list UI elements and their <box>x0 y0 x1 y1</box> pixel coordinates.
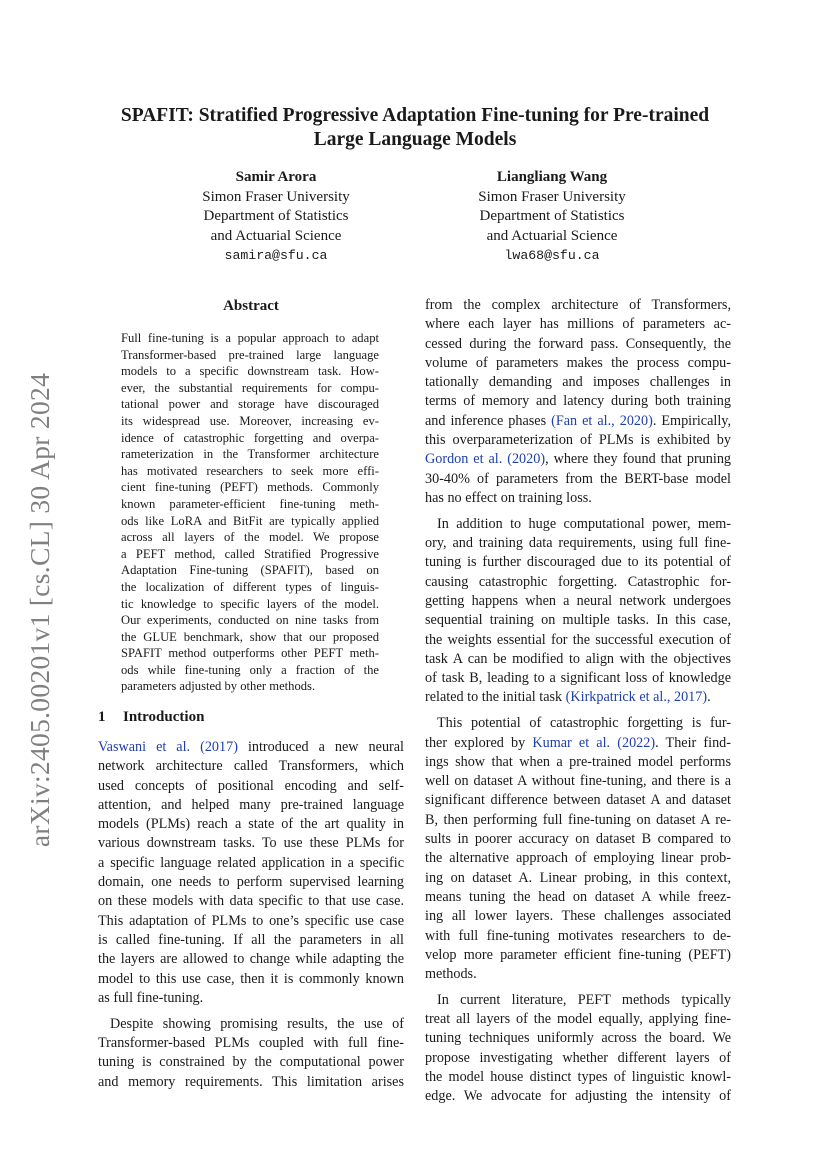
abstract-body <box>121 330 379 695</box>
author-block-2 <box>437 168 667 266</box>
abstract-line: rameterization in the Transformer architecture <box>121 447 379 462</box>
text-fragment: velop more parameter efficient fine-tuning (PEFT) <box>425 946 731 963</box>
text-fragment: the model house distinct types of linguistic knowl- <box>425 1069 731 1086</box>
text-fragment: tationally demanding and imposes challenges in <box>425 374 731 391</box>
text-line <box>98 738 404 757</box>
text-line <box>425 714 731 733</box>
text-fragment: the alternative approach of employing linear prob- <box>425 850 731 867</box>
text-line <box>425 631 731 650</box>
text-line <box>425 1049 731 1068</box>
text-line <box>98 815 404 834</box>
citation-link[interactable]: Vaswani et al. (2017) <box>98 739 238 755</box>
citation-link[interactable]: (Kirkpatrick et al., 2017) <box>565 689 708 706</box>
text-line <box>425 489 731 508</box>
abstract-line: known parameter-efficient fine-tuning meth- <box>121 496 379 511</box>
text-line <box>98 834 404 853</box>
text-fragment: model to this use case, then it is commonly known <box>98 970 404 987</box>
text-line: tuning is constrained by the computational power <box>98 1054 404 1071</box>
abstract-line: across all layers of the model. We propose <box>121 530 379 545</box>
text-line <box>425 1029 731 1048</box>
text-line: Despite showing promising results, the use of <box>110 1015 404 1032</box>
text-fragment: methods. <box>425 966 477 983</box>
text-fragment: where each layer has millions of parameters ac- <box>425 316 731 333</box>
text-line <box>425 373 731 392</box>
text-line <box>98 777 404 796</box>
author-affiliation: Simon Fraser University <box>202 188 350 205</box>
text-line: Transformer-based PLMs coupled with full fine- <box>98 1034 404 1051</box>
text-fragment: sults in poorer accuracy on dataset B compared to <box>425 831 731 848</box>
text-line <box>425 450 731 469</box>
author-name: Liangliang Wang <box>496 169 608 185</box>
author-email: samira@sfu.ca <box>224 248 328 264</box>
text-line <box>425 907 731 926</box>
text-line <box>98 950 404 969</box>
text-line <box>425 1087 731 1106</box>
abstract-line: a PEFT method, called Stratified Progressive <box>121 546 379 561</box>
text-line <box>98 970 404 989</box>
text-line <box>425 392 731 411</box>
text-fragment: ther explored by <box>425 734 533 751</box>
text-fragment: has no effect on training loss. <box>425 489 592 506</box>
text-line <box>425 991 731 1010</box>
text-line <box>425 888 731 907</box>
text-fragment: of task B, leading to a significant loss of knowledge <box>425 670 731 687</box>
text-fragment: means tuning the head on dataset A while freez- <box>425 888 731 905</box>
author-block-1 <box>161 168 391 266</box>
text-fragment: tuning is further discouraged due to its potential of <box>425 554 731 571</box>
text-line <box>425 515 731 534</box>
text-fragment: on these models with data specific to that use case. <box>98 893 404 910</box>
text-line <box>425 296 731 315</box>
text-line <box>98 854 404 873</box>
abstract-line: tational power and storage have discouraged <box>121 397 379 412</box>
text-fragment: . <box>707 689 711 706</box>
abstract-line: Full fine-tuning is a popular approach to adapt <box>121 331 379 345</box>
text-line: and memory requirements. This limitation arises <box>98 1073 404 1090</box>
text-fragment: . Empirically, <box>652 412 731 429</box>
text-line <box>425 791 731 810</box>
text-line <box>425 849 731 868</box>
text-fragment: sequential training on multiple tasks. In this case, <box>425 612 731 629</box>
left-column-body <box>98 738 404 1092</box>
right-column-body <box>425 296 731 1107</box>
paper-title-line-2: Large Language Models <box>313 129 517 150</box>
text-line <box>425 335 731 354</box>
text-line <box>425 412 731 431</box>
text-fragment: volume of parameters makes the process compu- <box>425 354 731 371</box>
text-fragment: the weights essential for the successful execution of <box>425 631 731 648</box>
text-line <box>425 753 731 772</box>
abstract-line: tic knowledge to specific layers of the model. <box>121 596 379 611</box>
text-fragment: tuning techniques uniformly across the board. We <box>425 1030 731 1047</box>
abstract-line: ever, the substantial requirements for compu- <box>121 380 379 395</box>
abstract-line: the GLUE benchmark, show that our proposed <box>121 629 379 644</box>
citation-link[interactable]: Gordon et al. (2020) <box>425 451 546 468</box>
text-line <box>98 912 404 931</box>
section-title: Introduction <box>123 709 205 725</box>
text-line <box>425 1068 731 1087</box>
text-line <box>425 1010 731 1029</box>
text-fragment: This adaptation of PLMs to one’s specific use case <box>98 912 404 929</box>
text-line <box>425 734 731 753</box>
author-name: Samir Arora <box>235 169 317 185</box>
text-line <box>425 592 731 611</box>
abstract-line: Transformer-based pre-trained large language <box>121 347 379 362</box>
text-fragment: getting happens when a neural network undergoes <box>425 592 731 609</box>
text-fragment: introduced a new neural <box>237 739 404 755</box>
text-line <box>425 354 731 373</box>
abstract-line: Adaptation Fine-tuning (SPAFIT), based on <box>121 563 379 578</box>
text-fragment: well on dataset A without fine-tuning, and there is a <box>425 773 731 790</box>
text-line <box>425 772 731 791</box>
abstract-line: the localization of different types of linguis- <box>121 579 379 594</box>
text-line <box>425 869 731 888</box>
abstract-heading: Abstract <box>223 298 279 314</box>
abstract-line: parameters adjusted by other methods. <box>121 679 316 694</box>
text-line <box>98 873 404 892</box>
text-line <box>425 315 731 334</box>
text-line <box>425 611 731 630</box>
text-line <box>425 553 731 572</box>
author-department: Department of Statistics <box>203 208 349 225</box>
text-line <box>425 688 731 707</box>
paper-title <box>100 104 730 152</box>
text-line <box>425 573 731 592</box>
text-fragment: as full fine-tuning. <box>98 989 204 1006</box>
text-line <box>98 757 404 776</box>
text-fragment: is called fine-tuning. If all the parameters in all <box>98 931 404 948</box>
text-line <box>425 927 731 946</box>
text-fragment: and inference phases <box>425 412 552 429</box>
text-fragment: edge. We advocate for adjusting the intensity of <box>425 1088 731 1105</box>
abstract-line: its widespread use. Moreover, increasing ev- <box>121 413 379 428</box>
text-fragment: network architecture called Transformers, which <box>98 758 404 775</box>
text-fragment: various downstream tasks. To use these PLMs for <box>98 835 404 852</box>
text-fragment: In addition to huge computational power, mem- <box>437 515 731 532</box>
text-fragment: ings show that when a pre-trained model performs <box>425 753 731 770</box>
text-fragment: models (PLMs) reach a state of the art quality in <box>98 816 404 833</box>
text-fragment: ory, and training data requirements, using full fine- <box>425 535 731 552</box>
author-affiliation: Simon Fraser University <box>478 188 626 205</box>
author-email: lwa68@sfu.ca <box>504 248 600 264</box>
text-line <box>425 431 731 450</box>
text-fragment: domain, one needs to perform supervised learning <box>98 874 404 891</box>
text-fragment: ing all lower layers. These challenges associated <box>425 908 731 925</box>
text-fragment: a specific language related application in a specific <box>98 854 404 871</box>
text-line <box>98 796 404 815</box>
author-department: Department of Statistics <box>479 208 625 225</box>
abstract-line: models to a specific downstream task. How- <box>121 364 379 379</box>
text-line <box>425 946 731 965</box>
text-fragment: B, then performing full fine-tuning on dataset A re- <box>425 811 731 828</box>
section-number: 1 <box>98 709 106 725</box>
text-fragment: . Their find- <box>655 734 732 751</box>
text-fragment: treat all layers of the model equally, applying fine- <box>425 1011 731 1028</box>
text-fragment: task A can be modified to align with the objectives <box>425 650 731 667</box>
text-fragment: 30-40% of parameters from the BERT-base model <box>425 470 731 487</box>
text-line <box>425 534 731 553</box>
abstract-line: Our experiments, conducted on nine tasks from <box>121 613 379 628</box>
text-fragment: ing on dataset A. Linear probing, in this context, <box>425 869 731 886</box>
text-line <box>425 650 731 669</box>
text-fragment: In current literature, PEFT methods typically <box>437 991 731 1008</box>
text-line <box>425 965 731 984</box>
text-fragment: terms of memory and latency during both training <box>425 393 731 410</box>
text-line <box>98 931 404 950</box>
abstract-line: ods like LoRA and BitFit are typically applied <box>121 513 379 528</box>
text-fragment: with full fine-tuning motivates researchers to de- <box>425 927 731 944</box>
text-line <box>425 669 731 688</box>
abstract-line: SPAFIT method outperforms other PEFT meth- <box>121 646 379 661</box>
text-fragment: the layers are allowed to change while adapting the <box>98 951 404 968</box>
text-fragment: used concepts of positional encoding and self- <box>98 777 404 794</box>
text-fragment: , where they found that pruning <box>545 451 732 468</box>
citation-link[interactable]: (Fan et al., 2020) <box>551 412 653 429</box>
text-fragment: causing catastrophic forgetting. Catastrophic for- <box>425 573 731 590</box>
text-fragment: significant difference between dataset A and dataset <box>425 792 731 809</box>
abstract-line: cient fine-tuning (PEFT) methods. Commonly <box>121 480 379 495</box>
text-line <box>425 470 731 489</box>
text-fragment: propose investigating whether different layers of <box>425 1049 731 1066</box>
text-fragment: this overparameterization of PLMs is exhibited by <box>425 432 731 449</box>
text-fragment: from the complex architecture of Transformers, <box>425 297 731 313</box>
text-fragment: This potential of catastrophic forgetting is fur- <box>437 715 731 732</box>
text-line <box>98 892 404 911</box>
paper-title-line-1: SPAFIT: Stratified Progressive Adaptation Fine-tuning for Pre-trained <box>120 105 710 126</box>
abstract-line: idence of catastrophic forgetting and overpa- <box>121 430 379 445</box>
text-fragment: related to the initial task <box>425 689 566 706</box>
abstract-line: ods while fine-tuning only a fraction of the <box>121 662 379 677</box>
text-line <box>425 830 731 849</box>
section-heading-introduction <box>98 707 204 727</box>
author-department-cont: and Actuarial Science <box>210 227 342 244</box>
arxiv-identifier-text: arXiv:2405.00201v1 [cs.CL] 30 Apr 2024 <box>24 372 55 848</box>
author-department-cont: and Actuarial Science <box>486 227 618 244</box>
abstract-line: has motivated researchers to seek more effi- <box>121 463 379 478</box>
text-fragment: attention, and helped many pre-trained language <box>98 796 404 813</box>
citation-link[interactable]: Kumar et al. (2022) <box>532 734 656 751</box>
text-fragment: cessed during the forward pass. Consequently, the <box>425 335 731 352</box>
text-line <box>98 989 404 1008</box>
text-line <box>425 811 731 830</box>
